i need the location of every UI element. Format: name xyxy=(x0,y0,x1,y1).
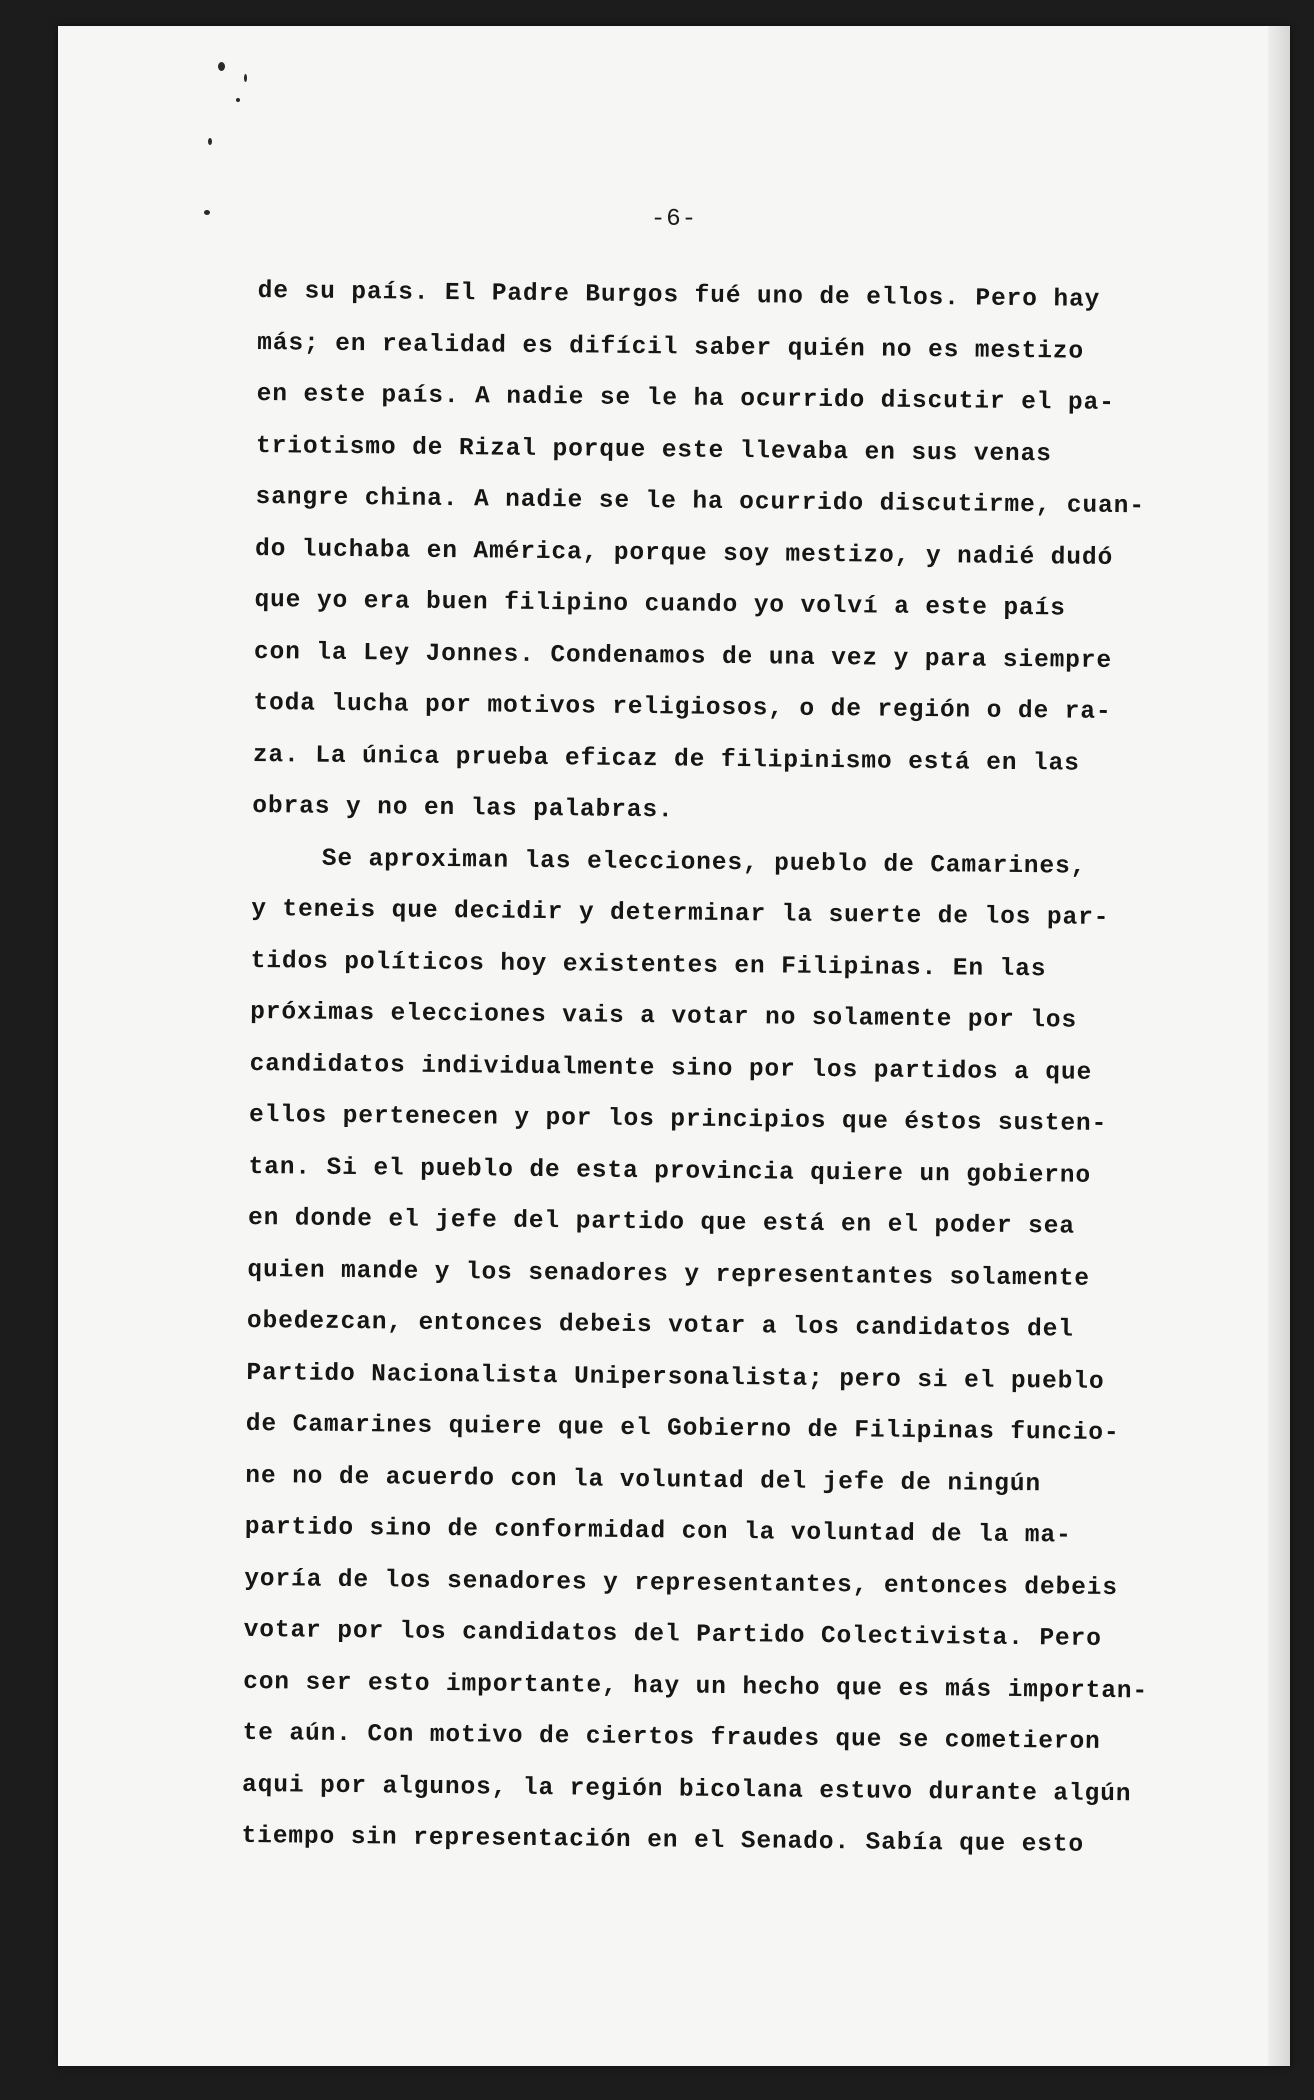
text-line: triotismo de Rizal porque este llevaba en sus venas xyxy=(255,432,1052,468)
text-line: aqui por algunos, la región bicolana estuvo durante algún xyxy=(241,1771,1132,1808)
text-line: tiempo sin representación en el Senado. Sabía que esto xyxy=(241,1822,1085,1859)
text-line: Partido Nacionalista Unipersonalista; pero si el pueblo xyxy=(246,1359,1105,1396)
text-line: de su país. El Padre Burgos fué uno de ellos. Pero hay xyxy=(257,277,1101,314)
text-line: quien mande y los senadores y representantes solamente xyxy=(247,1256,1091,1293)
text-line: con ser esto importante, hay un hecho que es más importan- xyxy=(243,1668,1149,1705)
ink-speck xyxy=(208,138,212,145)
text-line: próximas elecciones vais a votar no solamente por los xyxy=(250,998,1078,1035)
text-line: que yo era buen filipino cuando yo volví a este país xyxy=(254,586,1066,623)
ink-speck xyxy=(218,62,225,71)
text-line: candidatos individualmente sino por los partidos a que xyxy=(249,1050,1093,1087)
page-number: -6- xyxy=(650,206,698,233)
text-line: tan. Si el pueblo de esta provincia quiere un gobierno xyxy=(248,1153,1092,1190)
text-line: Se aproximan las elecciones, pueblo de Camarines, xyxy=(321,845,1087,881)
ink-speck xyxy=(244,74,247,82)
text-line: toda lucha por motivos religiosos, o de región o de ra- xyxy=(253,689,1112,726)
text-line: yoría de los senadores y representantes, entonces debeis xyxy=(244,1565,1119,1602)
ink-speck xyxy=(236,98,240,102)
document-page xyxy=(58,26,1290,2066)
text-line: con la Ley Jonnes. Condenamos de una vez y para siempre xyxy=(253,638,1113,675)
page-edge xyxy=(1268,26,1290,2066)
text-line: en donde el jefe del partido que está en el poder sea xyxy=(247,1204,1076,1241)
text-line: partido sino de conformidad con la voluntad de la ma- xyxy=(244,1513,1072,1550)
text-line: ellos pertenecen y por los principios que éstos susten- xyxy=(248,1101,1108,1138)
text-line: y teneis que decidir y determinar la suerte de los par- xyxy=(251,895,1110,932)
text-line: más; en realidad es difícil saber quién no es mestizo xyxy=(257,329,1085,366)
text-line: tidos políticos hoy existentes en Filipinas. En las xyxy=(250,947,1047,983)
text-line: en este país. A nadie se le ha ocurrido discutir el pa- xyxy=(256,380,1115,417)
text-line: de Camarines quiere que el Gobierno de Filipinas funcio- xyxy=(245,1410,1120,1448)
body-text xyxy=(241,266,1198,1872)
text-line: sangre china. A nadie se le ha ocurrido discutirme, cuan- xyxy=(255,483,1146,521)
text-line: obedezcan, entonces debeis votar a los candidatos del xyxy=(246,1307,1074,1344)
text-line: ne no de acuerdo con la voluntad del jefe de ningún xyxy=(245,1462,1042,1498)
text-line: te aún. Con motivo de ciertos fraudes que se cometieron xyxy=(242,1719,1101,1756)
text-line: za. La única prueba eficaz de filipinismo está en las xyxy=(252,741,1080,778)
text-line: votar por los candidatos del Partido Colectivista. Pero xyxy=(243,1616,1102,1653)
text-line: obras y no en las palabras. xyxy=(252,792,674,825)
paragraph xyxy=(252,266,1198,842)
text-line: do luchaba en América, porque soy mestizo, y nadié dudó xyxy=(254,535,1114,572)
paragraph xyxy=(241,832,1192,1872)
